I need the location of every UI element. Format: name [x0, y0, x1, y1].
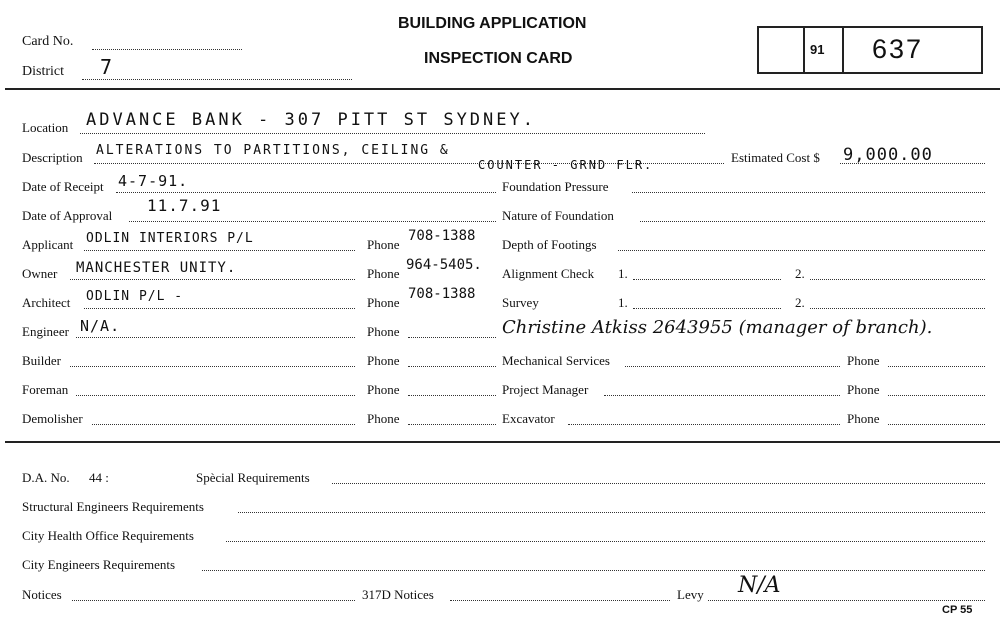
- mechanical-phone-label: Phone: [847, 353, 880, 368]
- project-manager-label: Project Manager: [502, 382, 589, 397]
- title-line-1: BUILDING APPLICATION: [398, 15, 587, 32]
- handwritten-description-line-2: COUNTER - GRND FLR.: [478, 158, 654, 172]
- notices-317d-label: 317D Notices: [362, 587, 434, 602]
- header-divider: [5, 88, 1000, 90]
- demolisher-phone-label: Phone: [367, 411, 400, 426]
- district-field[interactable]: [82, 79, 352, 80]
- estimated-cost-label: Estimated Cost $: [731, 150, 820, 165]
- builder-field[interactable]: [70, 366, 355, 367]
- card-number: 637: [872, 34, 924, 64]
- structural-field[interactable]: [238, 512, 985, 513]
- survey-label: Survey: [502, 295, 539, 310]
- handwritten-owner: MANCHESTER UNITY.: [76, 260, 237, 276]
- architect-phone-label: Phone: [367, 295, 400, 310]
- project-manager-phone-field[interactable]: [888, 395, 985, 396]
- handwritten-date-approval: 11.7.91: [147, 196, 222, 215]
- special-requirements-label: Spècial Requirements: [196, 470, 310, 485]
- location-field[interactable]: [80, 133, 705, 134]
- handwritten-location: ADVANCE BANK - 307 PITT ST SYDNEY.: [86, 110, 536, 130]
- survey-2-field[interactable]: [810, 308, 985, 309]
- excavator-phone-label: Phone: [847, 411, 880, 426]
- foreman-label: Foreman: [22, 382, 69, 397]
- handwritten-estimated-cost: 9,000.00: [843, 145, 933, 165]
- foreman-field[interactable]: [76, 395, 355, 396]
- depth-footings-field[interactable]: [618, 250, 985, 251]
- architect-field[interactable]: [84, 308, 355, 309]
- project-manager-phone-label: Phone: [847, 382, 880, 397]
- mechanical-field[interactable]: [625, 366, 840, 367]
- nature-foundation-field[interactable]: [640, 221, 985, 222]
- survey-1-field[interactable]: [633, 308, 781, 309]
- city-engineers-field[interactable]: [202, 570, 985, 571]
- card-year: 91: [810, 42, 825, 57]
- excavator-phone-field[interactable]: [888, 424, 985, 425]
- survey-1-label: 1.: [618, 295, 628, 310]
- applicant-label: Applicant: [22, 237, 74, 252]
- owner-phone-label: Phone: [367, 266, 400, 281]
- builder-phone-field[interactable]: [408, 366, 496, 367]
- mechanical-phone-field[interactable]: [888, 366, 985, 367]
- demolisher-label: Demolisher: [22, 411, 83, 426]
- nature-foundation-label: Nature of Foundation: [502, 208, 614, 223]
- demolisher-field[interactable]: [92, 424, 355, 425]
- date-approval-field[interactable]: [129, 221, 496, 222]
- owner-label: Owner: [22, 266, 58, 281]
- foreman-phone-field[interactable]: [408, 395, 496, 396]
- owner-field[interactable]: [70, 279, 355, 280]
- handwritten-contact-note: Christine Atkiss 2643955 (manager of branch).: [502, 317, 933, 338]
- handwritten-date-receipt: 4-7-91.: [118, 172, 189, 190]
- notices-label: Notices: [22, 587, 62, 602]
- date-receipt-label: Date of Receipt: [22, 179, 104, 194]
- form-code: CP 55: [942, 604, 973, 616]
- health-label: City Health Office Requirements: [22, 528, 194, 543]
- applicant-field[interactable]: [84, 250, 355, 251]
- engineer-phone-field[interactable]: [408, 337, 496, 338]
- structural-label: Structural Engineers Requirements: [22, 499, 204, 514]
- special-requirements-field[interactable]: [332, 483, 985, 484]
- foundation-pressure-field[interactable]: [632, 192, 985, 193]
- handwritten-applicant: ODLIN INTERIORS P/L: [86, 231, 254, 246]
- excavator-field[interactable]: [568, 424, 840, 425]
- district-label: District: [22, 64, 64, 79]
- da-no-label: D.A. No.: [22, 470, 70, 485]
- district-value: 7: [100, 55, 114, 79]
- handwritten-levy: N/A: [738, 573, 781, 598]
- levy-field[interactable]: [708, 600, 985, 601]
- card-no-field[interactable]: [92, 49, 242, 50]
- section-divider: [5, 441, 1000, 443]
- engineer-label: Engineer: [22, 324, 69, 339]
- builder-label: Builder: [22, 353, 61, 368]
- card-no-label: Card No.: [22, 34, 74, 49]
- mechanical-label: Mechanical Services: [502, 353, 610, 368]
- applicant-phone-label: Phone: [367, 237, 400, 252]
- description-label: Description: [22, 150, 83, 165]
- date-approval-label: Date of Approval: [22, 208, 113, 223]
- da-no-value: 44 :: [89, 470, 109, 485]
- project-manager-field[interactable]: [604, 395, 840, 396]
- city-engineers-label: City Engineers Requirements: [22, 557, 176, 572]
- alignment-1-field[interactable]: [633, 279, 781, 280]
- handwritten-description: ALTERATIONS TO PARTITIONS, CEILING &: [96, 143, 450, 158]
- levy-label: Levy: [677, 587, 704, 602]
- handwritten-engineer: N/A.: [80, 317, 121, 335]
- location-label: Location: [22, 120, 69, 135]
- date-receipt-field[interactable]: [116, 192, 496, 193]
- alignment-2-label: 2.: [795, 266, 805, 281]
- handwritten-owner-phone: 964-5405.: [406, 257, 482, 273]
- notices-field[interactable]: [72, 600, 355, 601]
- title-line-2: INSPECTION CARD: [424, 50, 573, 67]
- excavator-label: Excavator: [502, 411, 555, 426]
- alignment-2-field[interactable]: [810, 279, 985, 280]
- engineer-phone-label: Phone: [367, 324, 400, 339]
- architect-label: Architect: [22, 295, 71, 310]
- engineer-field[interactable]: [76, 337, 355, 338]
- handwritten-applicant-phone: 708-1388: [408, 228, 476, 244]
- survey-2-label: 2.: [795, 295, 805, 310]
- health-field[interactable]: [226, 541, 985, 542]
- builder-phone-label: Phone: [367, 353, 400, 368]
- demolisher-phone-field[interactable]: [408, 424, 496, 425]
- handwritten-architect: ODLIN P/L -: [86, 289, 184, 304]
- foreman-phone-label: Phone: [367, 382, 400, 397]
- depth-footings-label: Depth of Footings: [502, 237, 597, 252]
- foundation-pressure-label: Foundation Pressure: [502, 179, 609, 194]
- alignment-1-label: 1.: [618, 266, 628, 281]
- notices-317d-field[interactable]: [450, 600, 670, 601]
- alignment-check-label: Alignment Check: [502, 266, 595, 281]
- handwritten-architect-phone: 708-1388: [408, 286, 476, 302]
- card-number-box: [757, 26, 983, 74]
